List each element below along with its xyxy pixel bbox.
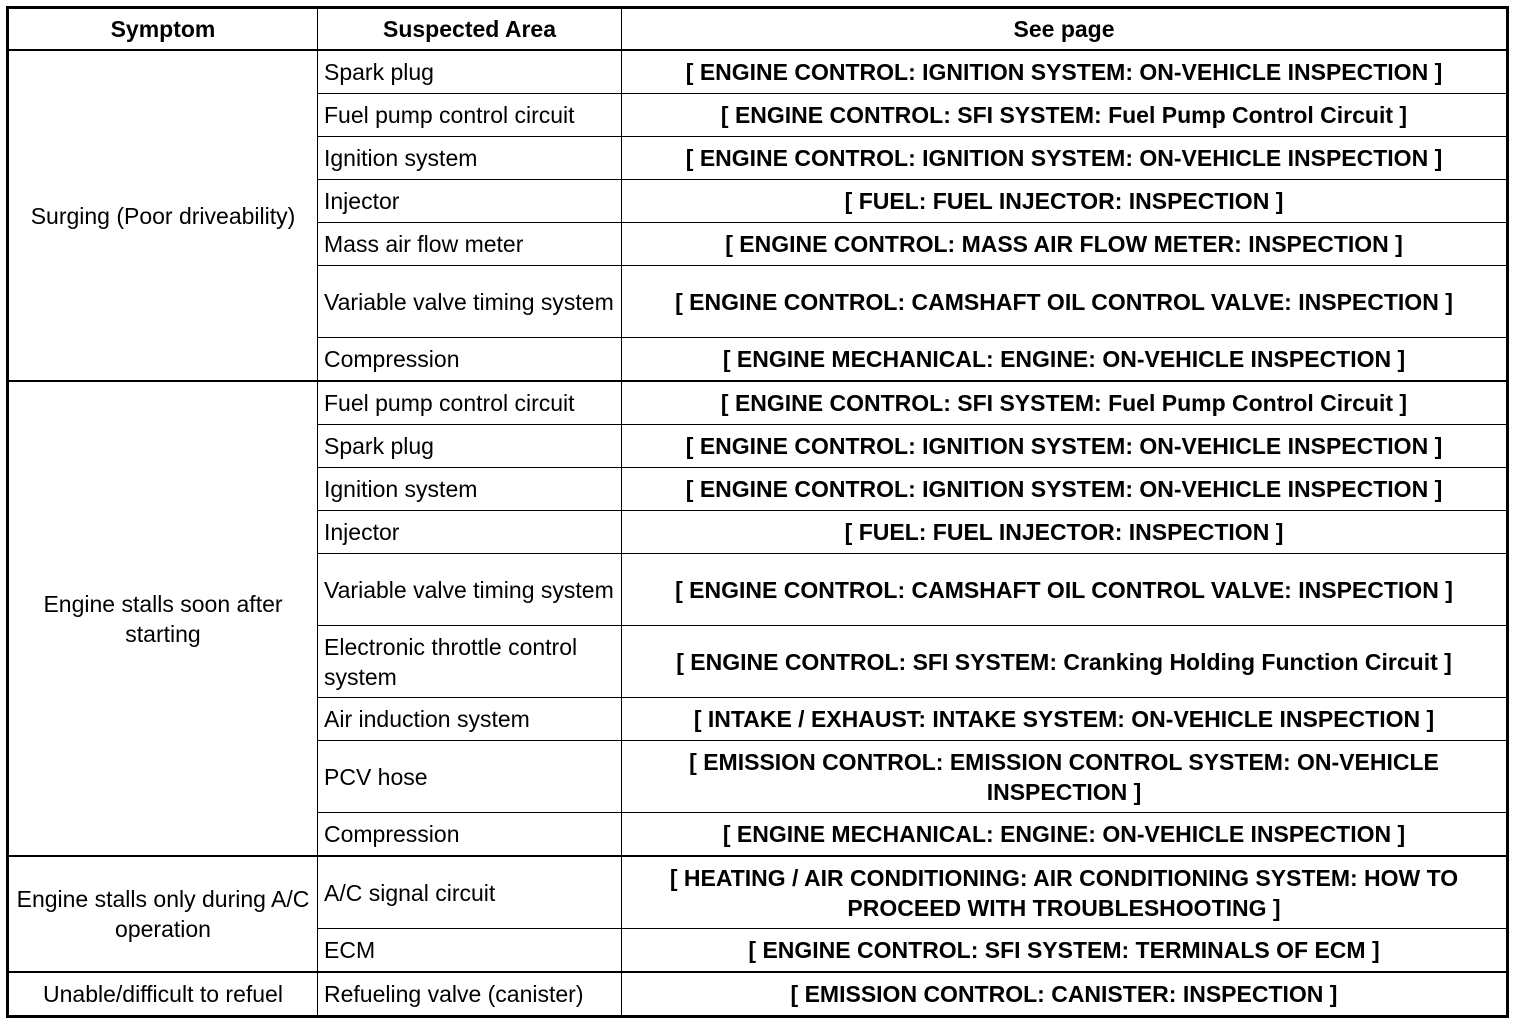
suspected-area-cell: Electronic throttle control system (318, 626, 622, 698)
see-page-cell: [ ENGINE MECHANICAL: ENGINE: ON-VEHICLE INSPECTION ] (622, 338, 1508, 382)
see-page-cell: [ ENGINE CONTROL: IGNITION SYSTEM: ON-VEHICLE INSPECTION ] (622, 468, 1508, 511)
table-row (8, 856, 1508, 929)
see-page-cell: [ ENGINE CONTROL: MASS AIR FLOW METER: INSPECTION ] (622, 223, 1508, 266)
see-page-cell: [ FUEL: FUEL INJECTOR: INSPECTION ] (622, 511, 1508, 554)
see-page-cell: [ EMISSION CONTROL: EMISSION CONTROL SYSTEM: ON-VEHICLE INSPECTION ] (622, 741, 1508, 813)
suspected-area-cell: Fuel pump control circuit (318, 381, 622, 425)
symptom-cell: Unable/difficult to refuel (8, 972, 318, 1017)
see-page-cell: [ ENGINE CONTROL: CAMSHAFT OIL CONTROL VALVE: INSPECTION ] (622, 554, 1508, 626)
suspected-area-cell: A/C signal circuit (318, 856, 622, 929)
symptom-cell: Surging (Poor driveability) (8, 50, 318, 381)
suspected-area-cell: Ignition system (318, 468, 622, 511)
suspected-area-cell: ECM (318, 929, 622, 973)
suspected-area-cell: Injector (318, 511, 622, 554)
suspected-area-cell: Variable valve timing system (318, 554, 622, 626)
see-page-cell: [ ENGINE MECHANICAL: ENGINE: ON-VEHICLE INSPECTION ] (622, 813, 1508, 857)
suspected-area-cell: Refueling valve (canister) (318, 972, 622, 1017)
suspected-area-cell: Compression (318, 813, 622, 857)
suspected-area-cell: Variable valve timing system (318, 266, 622, 338)
table-row (8, 50, 1508, 94)
symptom-cell: Engine stalls soon after starting (8, 381, 318, 856)
header-symptom: Symptom (8, 8, 318, 51)
see-page-cell: [ ENGINE CONTROL: IGNITION SYSTEM: ON-VEHICLE INSPECTION ] (622, 50, 1508, 94)
see-page-cell: [ ENGINE CONTROL: SFI SYSTEM: TERMINALS OF ECM ] (622, 929, 1508, 973)
symptom-cell: Engine stalls only during A/C operation (8, 856, 318, 972)
see-page-cell: [ ENGINE CONTROL: SFI SYSTEM: Fuel Pump Control Circuit ] (622, 94, 1508, 137)
table-row (8, 381, 1508, 425)
suspected-area-cell: Fuel pump control circuit (318, 94, 622, 137)
header-suspected-area: Suspected Area (318, 8, 622, 51)
see-page-cell: [ ENGINE CONTROL: IGNITION SYSTEM: ON-VEHICLE INSPECTION ] (622, 137, 1508, 180)
suspected-area-cell: Compression (318, 338, 622, 382)
see-page-cell: [ ENGINE CONTROL: IGNITION SYSTEM: ON-VEHICLE INSPECTION ] (622, 425, 1508, 468)
suspected-area-cell: Spark plug (318, 50, 622, 94)
suspected-area-cell: Spark plug (318, 425, 622, 468)
see-page-cell: [ INTAKE / EXHAUST: INTAKE SYSTEM: ON-VEHICLE INSPECTION ] (622, 698, 1508, 741)
see-page-cell: [ ENGINE CONTROL: SFI SYSTEM: Fuel Pump Control Circuit ] (622, 381, 1508, 425)
see-page-cell: [ ENGINE CONTROL: SFI SYSTEM: Cranking Holding Function Circuit ] (622, 626, 1508, 698)
suspected-area-cell: Ignition system (318, 137, 622, 180)
see-page-cell: [ EMISSION CONTROL: CANISTER: INSPECTION ] (622, 972, 1508, 1017)
see-page-cell: [ FUEL: FUEL INJECTOR: INSPECTION ] (622, 180, 1508, 223)
suspected-area-cell: Air induction system (318, 698, 622, 741)
suspected-area-cell: Mass air flow meter (318, 223, 622, 266)
see-page-cell: [ HEATING / AIR CONDITIONING: AIR CONDITIONING SYSTEM: HOW TO PROCEED WITH TROUBLESHOOTING ] (622, 856, 1508, 929)
suspected-area-cell: Injector (318, 180, 622, 223)
header-row (8, 8, 1508, 51)
header-see-page: See page (622, 8, 1508, 51)
suspected-area-cell: PCV hose (318, 741, 622, 813)
see-page-cell: [ ENGINE CONTROL: CAMSHAFT OIL CONTROL VALVE: INSPECTION ] (622, 266, 1508, 338)
troubleshooting-table (6, 6, 1509, 1018)
